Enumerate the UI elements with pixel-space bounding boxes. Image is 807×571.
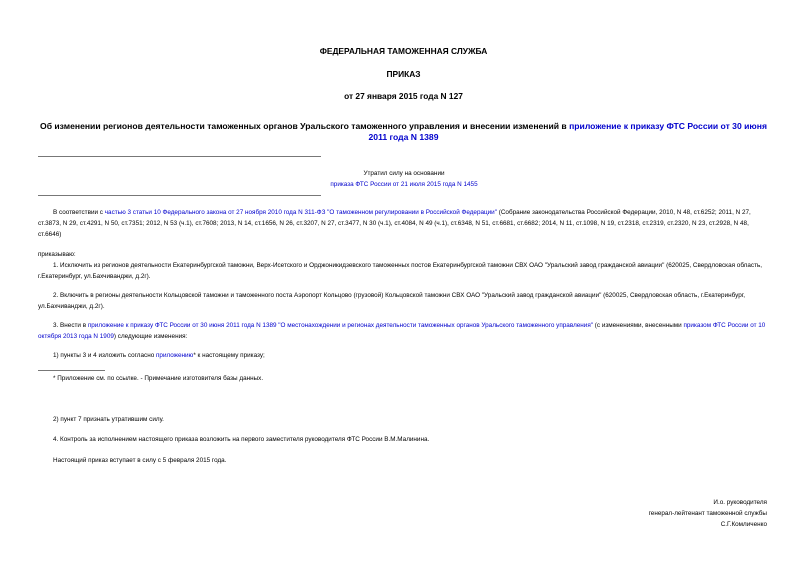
doc-title bbox=[40, 121, 767, 143]
subitem-2: 2) пункт 7 признать утратившим силу. bbox=[53, 416, 164, 423]
preamble bbox=[38, 207, 770, 240]
subitem-1-text: 1) пункты 3 и 4 изложить согласно bbox=[53, 352, 156, 359]
link-order-1909[interactable]: приказом ФТС России от 10 октября 2013 года N 1909 bbox=[38, 322, 766, 340]
item-3-text: 3. Внести в bbox=[53, 322, 88, 329]
subitem-1-text-2: * к настоящему приказу; bbox=[193, 352, 265, 359]
org-name: ФЕДЕРАЛЬНАЯ ТАМОЖЕННАЯ СЛУЖБА bbox=[319, 46, 488, 56]
subitem-1 bbox=[53, 350, 753, 361]
preamble-citations: (Собрание законодательства Российской Федерации, 2010, N 48, ст.6252; 2011, N 27, ст.3873, N 29, ст.4291, N 50, ст.7351; 2012, N 53 (ч.1), ст.7608; 2013, N 14, ст.1656, N 26, ст.3207, N 27, ст.3477, N 30 (ч.1), ст.4084, N 49 (ч.1), ст.6348, N 51, ст.6681, ст.6682; 2014, N 11, ст.1098, N 19, ст.2318, ст.2319, ст.2320, N 23, ст.2928, N 48, ст.6646) bbox=[38, 209, 751, 238]
footnote: * Приложение см. по ссылке. - Примечание изготовителя базы данных. bbox=[53, 375, 264, 382]
item-3-text-2: (с изменениями, внесенными bbox=[593, 322, 684, 329]
signature-position: И.о. руководителя bbox=[713, 499, 767, 506]
item-3 bbox=[38, 320, 770, 342]
link-federal-law-311[interactable]: частью 3 статьи 10 Федерального закона от 27 ноября 2010 года N 311-ФЗ "О таможенном регулировании в Российской Федерации" bbox=[104, 209, 497, 216]
doc-title-text: Об изменении регионов деятельности таможенных органов Уральского таможенного управления и внесении изменений в bbox=[40, 121, 570, 131]
title-link-annex[interactable]: приложение к приказу ФТС России от 30 июня 2011 года N 1389 bbox=[368, 121, 767, 142]
doc-type: ПРИКАЗ bbox=[386, 69, 421, 79]
status-link-order-1455[interactable]: приказа ФТС России от 21 июля 2015 года N 1455 bbox=[330, 181, 478, 188]
item-4: 4. Контроль за исполнением настоящего приказа возложить на первого заместителя руководителя ФТС России В.М.Малинина. bbox=[53, 436, 430, 443]
doc-date-number: от 27 января 2015 года N 127 bbox=[344, 91, 463, 101]
signature-name: С.Г.Комличенко bbox=[720, 521, 767, 528]
divider-bottom bbox=[38, 195, 321, 196]
item-3-text-3: ) следующие изменения: bbox=[113, 333, 188, 340]
effective-date: Настоящий приказ вступает в силу с 5 февраля 2015 года. bbox=[53, 457, 227, 464]
item-2: 2. Включить в регионы деятельности Кольцовской таможни и таможенного поста Аэропорт Кольцово (грузовой) Кольцовской таможни СВХ ОАО "Уральский завод гражданской авиации" (620025, Свердловская область, г.Екатеринбург, ул.Бахчиванджи, д.2г). bbox=[38, 292, 746, 310]
signature-rank: генерал-лейтенант таможенной службы bbox=[648, 510, 767, 517]
signature-block bbox=[649, 497, 767, 530]
link-annex-order-1389[interactable]: приложение к приказу ФТС России от 30 июня 2011 года N 1389 "О местонахождении и регионах деятельности таможенных органов Уральского таможенного управления" bbox=[87, 322, 594, 329]
item-1: 1. Исключить из регионов деятельности Екатеринбургской таможни, Верх-Исетского и Орджоникидзевского таможенных постов Екатеринбургской таможни СВХ ОАО "Уральский завод гражданской авиации" (620025, Свердловская область, г.Екатеринбург, ул.Бахчиванджи, д.2г). bbox=[38, 262, 763, 280]
link-appendix[interactable]: приложению bbox=[156, 352, 194, 359]
footnote-divider bbox=[38, 370, 105, 371]
status-note bbox=[38, 168, 770, 190]
preamble-text: В соответствии с bbox=[53, 209, 105, 216]
divider-top bbox=[38, 156, 321, 157]
status-line: Утратил силу на основании bbox=[363, 170, 445, 177]
order-word: приказываю: bbox=[38, 251, 76, 258]
